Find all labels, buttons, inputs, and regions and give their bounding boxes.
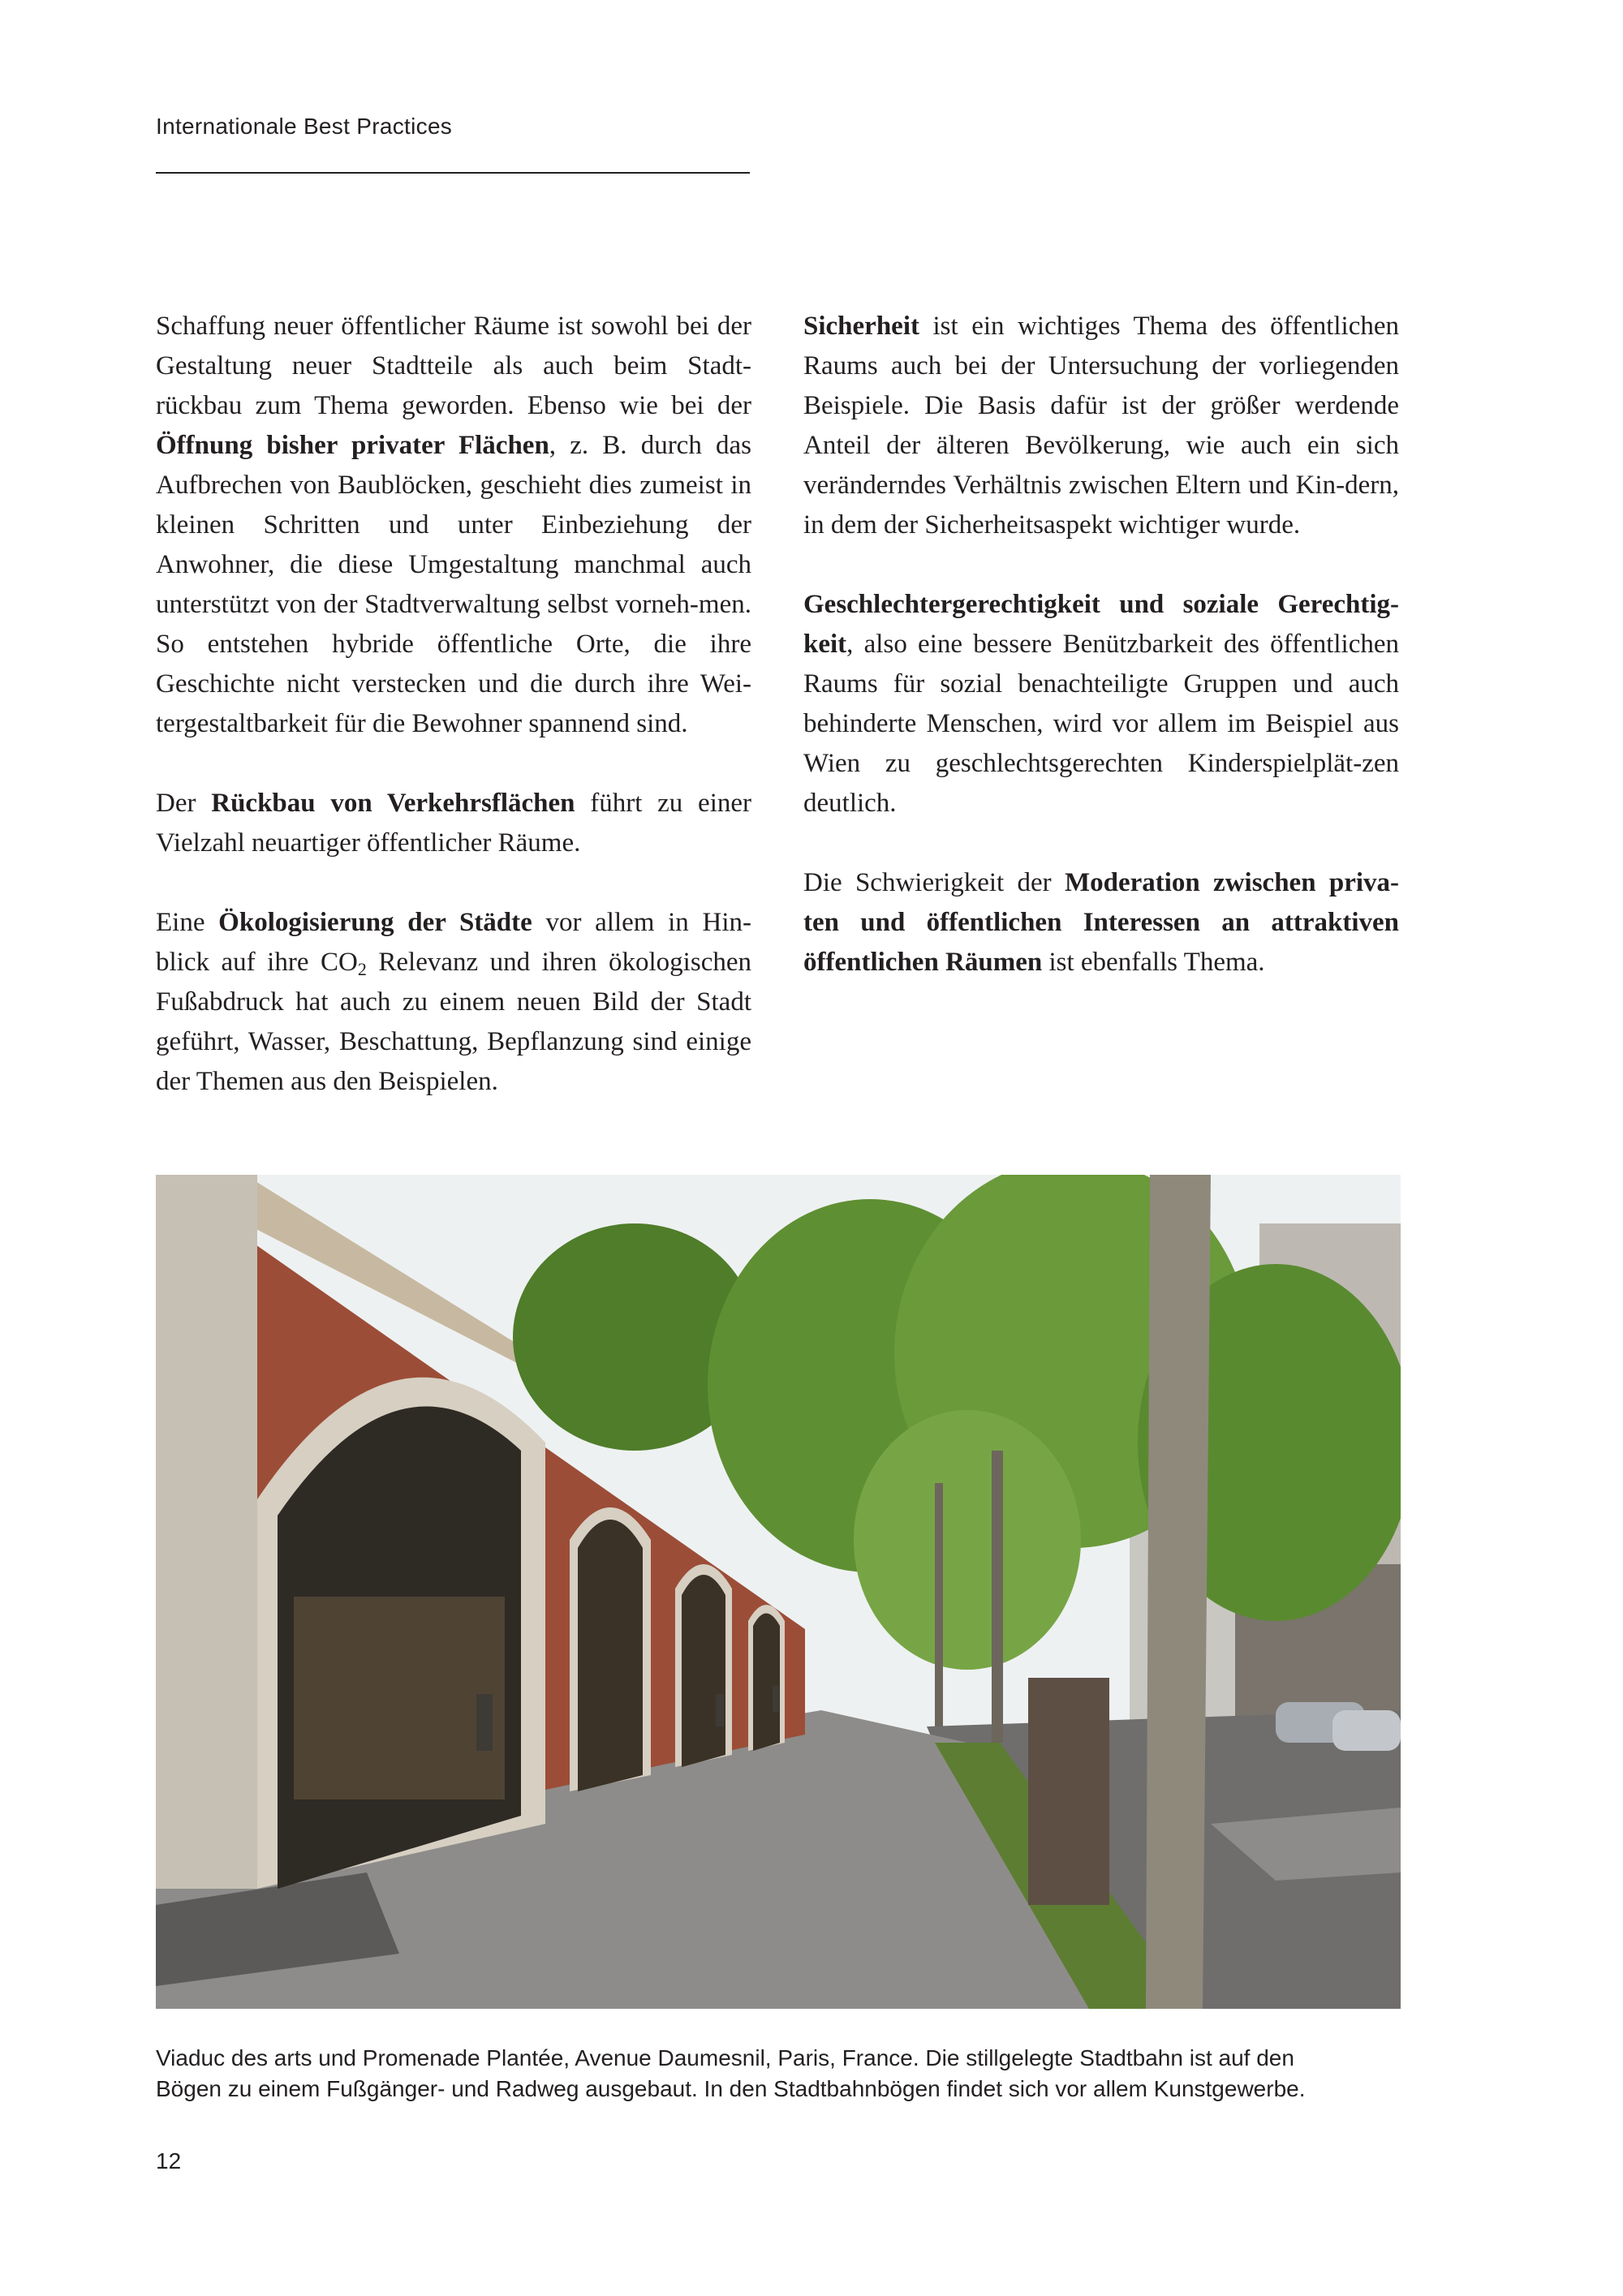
paragraph-safety: Sicherheit ist ein wichtiges Thema des öffentlichen Raums auch bei der Untersuchung der vorliegenden Beispiele. Die Basis dafür ist der größer werdende Anteil der älteren Bevölkerung, wie auch ein sich veränderndes Verhältnis zwischen Eltern und Kin-dern, in dem der Sicherheitsaspekt wichtiger wurde. bbox=[803, 312, 1399, 540]
emphasis-gender-equity: Geschlechtergerechtigkeit und soziale Gerechtig-keit bbox=[803, 590, 1399, 659]
paragraph-moderation: Die Schwierigkeit der Moderation zwischen priva-ten und öffentlichen Interessen an attraktiven öffentlichen Räumen ist ebenfalls Thema. bbox=[803, 868, 1399, 977]
header-rule bbox=[156, 172, 750, 174]
paragraph-gender-equity: Geschlechtergerechtigkeit und soziale Gerechtig-keit, also eine bessere Benützbarkeit des öffentlichen Raums für sozial benachteiligte Gruppen und auch behinderte Menschen, wird vor allem im Beispiel aus Wien zu geschlechtsgerechten Kinderspielplät-zen deutlich. bbox=[803, 590, 1399, 818]
figure-caption bbox=[156, 2043, 1406, 2105]
emphasis-moderation: Moderation zwischen priva-ten und öffentlichen Interessen an attraktiven öffentlichen Räumen bbox=[803, 868, 1399, 977]
running-header: Internationale Best Practices bbox=[156, 114, 453, 139]
left-text-column bbox=[156, 307, 751, 1142]
emphasis-traffic-reduction: Rückbau von Verkehrsflächen bbox=[211, 789, 575, 818]
caption-line-1: Viaduc des arts und Promenade Plantée, Avenue Daumesnil, Paris, France. Die stillgelegte Stadtbahn ist auf den bbox=[156, 2045, 1294, 2070]
emphasis-ecology: Ökologisierung der Städte bbox=[218, 908, 532, 937]
caption-line-2: Bögen zu einem Fußgänger- und Radweg ausgebaut. In den Stadtbahnbögen findet sich vor allem Kunstgewerbe. bbox=[156, 2076, 1306, 2101]
emphasis-opening-private-areas: Öffnung bisher privater Flächen bbox=[156, 431, 549, 460]
co2-subscript: 2 bbox=[357, 959, 367, 979]
right-text-column bbox=[803, 307, 1399, 1022]
page-number: 12 bbox=[156, 2148, 182, 2173]
paragraph-public-spaces: Schaffung neuer öffentlicher Räume ist sowohl bei der Gestaltung neuer Stadtteile als auch beim Stadt-rückbau zum Thema geworden. Ebenso wie bei der Öffnung bisher privater Flächen, z. B. durch das Aufbrechen von Baublöcken, geschieht dies zumeist in kleinen Schritten und unter Einbeziehung der Anwohner, die diese Umgestaltung manchmal auch unterstützt von der Stadtverwaltung selbst vorneh-men. So entstehen hybride öffentliche Orte, die ihre Geschichte nicht verstecken und die durch ihre Wei-tergestaltbarkeit für die Bewohner spannend sind. bbox=[156, 312, 751, 738]
viaduct-illustration bbox=[156, 1175, 1401, 2009]
viaduc-des-arts-photo bbox=[156, 1175, 1401, 2009]
paragraph-ecology: Eine Ökologisierung der Städte vor allem in Hin-blick auf ihre $CO_2$ Relevanz und ihren ökologischen Fußabdruck hat auch zu einem neuen Bild der Stadt geführt, Wasser, Beschattung, Bepflanzung sind einige der Themen aus den Beispielen. bbox=[156, 908, 751, 1096]
paragraph-traffic-reduction: Der Rückbau von Verkehrsflächen führt zu einer Vielzahl neuartiger öffentlicher Räume. bbox=[156, 789, 752, 858]
emphasis-safety: Sicherheit bbox=[803, 312, 919, 341]
